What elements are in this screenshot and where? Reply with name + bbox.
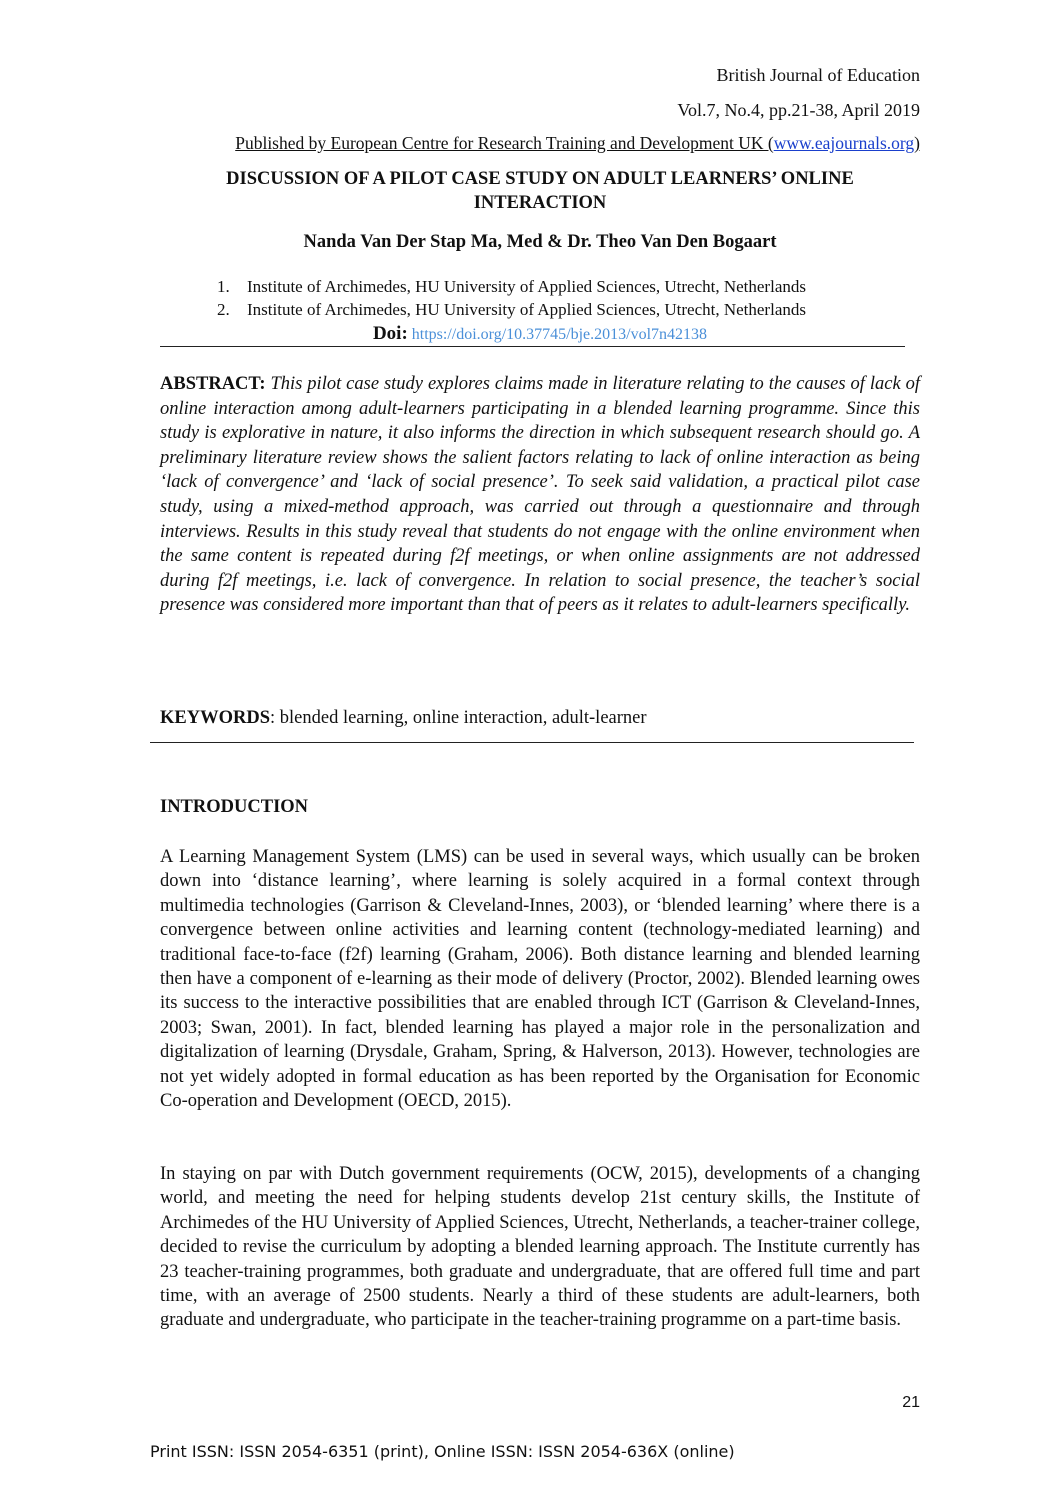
affiliation-number: 1.: [217, 277, 230, 296]
keywords-text: : blended learning, online interaction, adult-learner: [270, 708, 647, 728]
affiliation-2: [217, 299, 806, 321]
intro-paragraph-1: A Learning Management System (LMS) can be used in several ways, which usually can be broken down into ‘distance learning’, where learning is solely acquired in a formal context through multimedia technologies (Garrison & Cleveland-Innes, 2003), or ‘blended learning’ where there is a convergence between online activities and learning content (technology-mediated learning) and traditional face-to-face (f2f) learning (Graham, 2006). Both distance learning and blended learning then have a component of e-learning as their mode of delivery (Proctor, 2002). Blended learning owes its success to the interactive possibilities that are enabled through ICT (Garrison & Cleveland-Innes, 2003; Swan, 2001). In fact, blended learning has played a major role in the personalization and digitalization of learning (Drysdale, Graham, Spring, & Halverson, 2013). However, technologies are not yet widely adopted in formal education as has been reported by the Organisation for Economic Co-operation and Development (OECD, 2015).: [160, 847, 920, 1112]
publisher-line: [235, 132, 920, 154]
abstract-text: This pilot case study explores claims made in literature relating to the causes of lack of online interaction among adult-learners participating in a blended learning programme. Since this study is explorative in nature, it also informs the direction in which subsequent research should go. A preliminary literature review shows the salient factors relating to lack of online interaction as being ‘lack of convergence’ and ‘lack of social presence’. To seek said validation, a practical pilot case study, using a mixed-method approach, was carried out through a questionnaire and through interviews. Results in this study reveal that students do not engage with the online environment when the same content is repeated during f2f meetings, or when online assignments are not addressed during f2f meetings, i.e. lack of convergence. In relation to social presence, the teacher’s social presence was considered more important than that of peers as it relates to adult-learners specifically.: [160, 374, 920, 616]
doi-link[interactable]: https://doi.org/10.37745/bje.2013/vol7n42138: [411, 326, 708, 343]
doi-line: [160, 322, 920, 347]
affiliation-text: Institute of Archimedes, HU University of Applied Sciences, Utrecht, Netherlands: [247, 300, 806, 319]
doi-label: Doi:: [372, 323, 408, 344]
affiliation-1: [217, 276, 806, 298]
journal-name: British Journal of Education: [716, 65, 920, 85]
volume-info: Vol.7, No.4, pp.21-38, April 2019: [677, 100, 920, 120]
publisher-prefix: Published by European Centre for Research Training and Development UK (: [235, 133, 774, 153]
intro-paragraph-2: In staying on par with Dutch government requirements (OCW, 2015), developments of a changing world, and meeting the need for helping students develop 21st century skills, the Institute of Archimedes of the HU University of Applied Sciences, Utrecht, Netherlands, a teacher-trainer college, decided to revise the curriculum by adopting a blended learning approach. The Institute currently has 23 teacher-training programmes, both graduate and undergraduate, that are offered full time and part time, with an average of 2500 students. Nearly a third of these students are adult-learners, both graduate and undergraduate, who participate in the teacher-training programme on a part-time basis.: [160, 1164, 920, 1331]
publisher-suffix: ): [914, 133, 920, 153]
section-heading-introduction: INTRODUCTION: [160, 797, 309, 817]
affiliation-number: 2.: [217, 300, 230, 319]
publisher-link[interactable]: www.eajournals.org: [773, 133, 915, 153]
keywords-label: KEYWORDS: [160, 708, 270, 728]
issn-footer: Print ISSN: ISSN 2054-6351 (print), Online ISSN: ISSN 2054-636X (online): [150, 1442, 735, 1461]
keywords: [160, 706, 920, 730]
paper-title: DISCUSSION OF A PILOT CASE STUDY ON ADULT LEARNERS’ ONLINE INTERACTION: [226, 169, 854, 213]
page-number: 21: [902, 1394, 920, 1411]
abstract-label: ABSTRACT:: [160, 374, 266, 394]
keywords-rule: [150, 742, 914, 743]
authors: Nanda Van Der Stap Ma, Med & Dr. Theo Van Den Bogaart: [303, 232, 777, 252]
abstract: [160, 372, 920, 618]
affiliation-text: Institute of Archimedes, HU University of Applied Sciences, Utrecht, Netherlands: [247, 277, 806, 296]
doi-rule: [160, 346, 905, 347]
